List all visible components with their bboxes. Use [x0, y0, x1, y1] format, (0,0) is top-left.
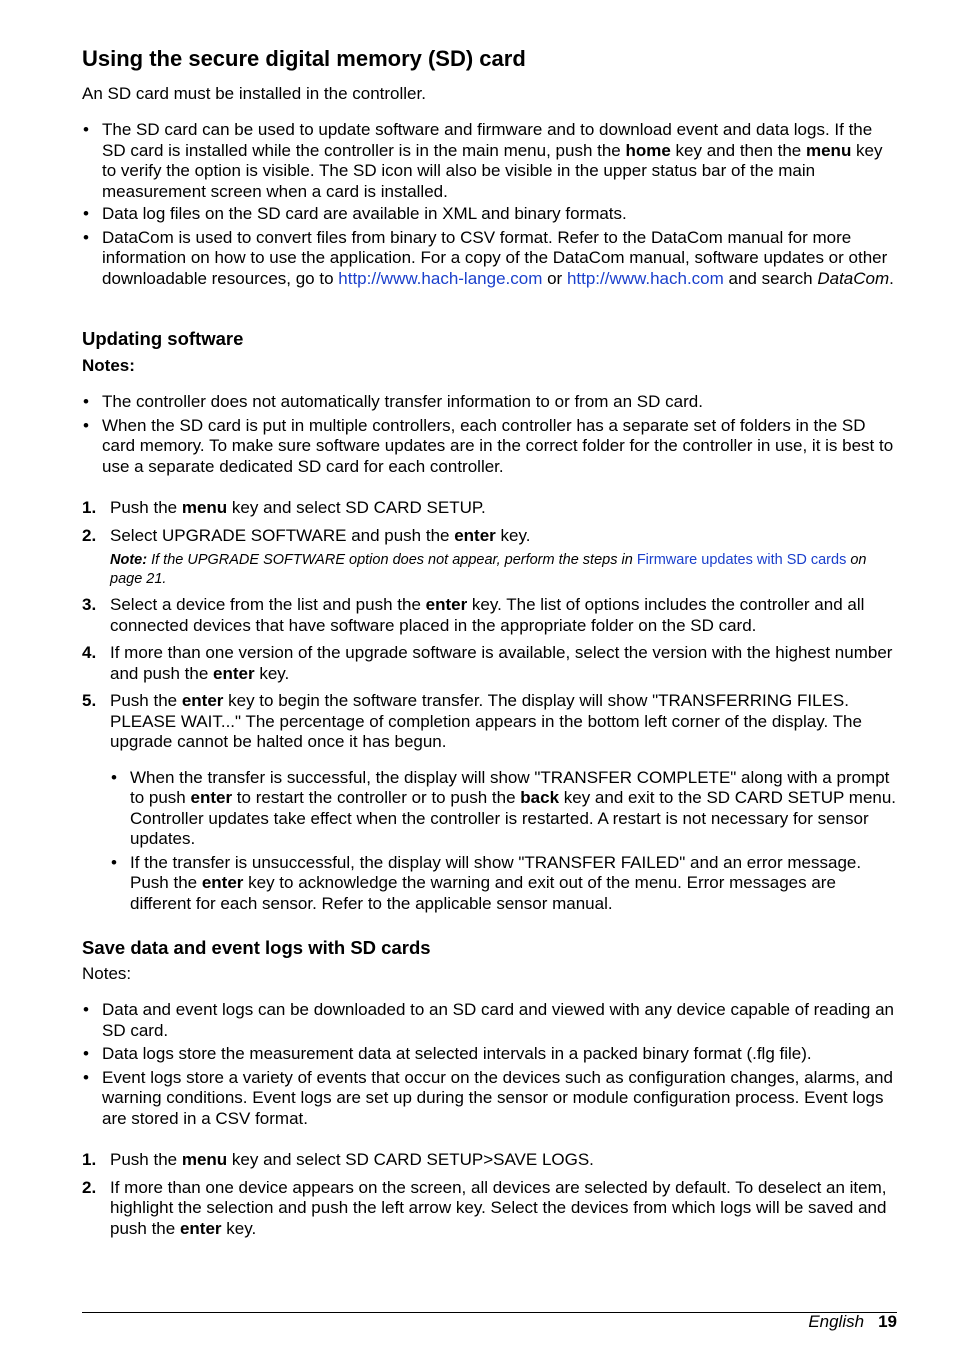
step-note: Note: If the UPGRADE SOFTWARE option does not appear, perform the steps in Firmware updates with SD cards on page 21. [110, 552, 867, 587]
updating-steps-list [82, 498, 897, 914]
page-footer [808, 1312, 897, 1332]
list-item: • Data log files on the SD card are available in XML and binary formats. [82, 204, 897, 225]
section-title: Using the secure digital memory (SD) card [82, 46, 526, 71]
updating-notes-list [82, 392, 897, 477]
updating-software-heading: Updating software [82, 328, 244, 349]
footer-language: English [808, 1312, 865, 1331]
list-item: • The SD card can be used to update software and firmware and to download event and data logs. If the SD card is installed while the controller is in the main menu, push the home key and then the menu key to verify the option is visible. The SD icon will also be visible in the upper status bar of the main measurement screen when a card is installed. [82, 120, 897, 202]
step-item: 1. Push the menu key and select SD CARD SETUP. [82, 498, 486, 517]
list-item: • Data logs store the measurement data at selected intervals in a packed binary format (.flg file). [82, 1044, 897, 1065]
list-item: • The controller does not automatically transfer information to or from an SD card. [82, 392, 897, 413]
list-item: • If the transfer is unsuccessful, the display will show "TRANSFER FAILED" and an error message. Push the enter key to acknowledge the warning and exit out of the menu. Error messages are different for each sensor. Refer to the applicable sensor manual. [110, 853, 897, 915]
step-item: 1. Push the menu key and select SD CARD SETUP>SAVE LOGS. [82, 1150, 594, 1169]
transfer-result-list [110, 768, 897, 915]
sd-card-bullet-list [82, 120, 897, 289]
save-logs-heading: Save data and event logs with SD cards [82, 937, 431, 958]
step-item: 5. Push the enter key to begin the software transfer. The display will show "TRANSFERRING FILES. PLEASE WAIT..." The percentage of completion appears in the bottom left corner of the display. The upgrade cannot be halted once it has begun. • When the transfer is successful, the display will show "TRANSFER COMPLETE" along with a prompt to push enter to restart the controller or to push the back key and exit to the SD CARD SETUP menu. Controller updates take effect when the controller is restarted. A restart is not necessary for sensor updates. • If the transfer is unsuccessful, the display will show "TRANSFER FAILED" and an error message. Push the enter key to acknowledge the warning and exit out of the menu. Error messages are different for each sensor. Refer to the applicable sensor manual. [82, 691, 897, 914]
list-item: • When the SD card is put in multiple controllers, each controller has a separate set of folders in the SD card memory. To make sure software updates are in the correct folder for the controller in use, it is best to use a separate dedicated SD card for each controller. [82, 416, 897, 478]
step-item: 2. Select UPGRADE SOFTWARE and push the enter key. Note: If the UPGRADE SOFTWARE option does not appear, perform the steps in Firmware updates with SD cards on page 21. [82, 526, 897, 590]
notes-label: Notes: [82, 356, 135, 375]
list-item: • When the transfer is successful, the display will show "TRANSFER COMPLETE" along with a prompt to push enter to restart the controller or to push the back key and exit to the SD CARD SETUP menu. Controller updates take effect when the controller is restarted. A restart is not necessary for sensor updates. [110, 768, 897, 850]
logs-steps-list [82, 1150, 897, 1239]
hach-lange-link[interactable]: http://www.hach-lange.com [338, 268, 543, 288]
list-item: • Event logs store a variety of events that occur on the devices such as configuration changes, alarms, and warning conditions. Event logs are set up during the sensor or module configuration process. Event logs are stored in a CSV format. [82, 1068, 897, 1130]
notes-label: Notes: [82, 964, 132, 983]
logs-notes-list [82, 1000, 897, 1129]
step-item: 4. If more than one version of the upgrade software is available, select the version with the highest number and push the enter key. [82, 643, 893, 683]
footer-divider [82, 1312, 897, 1313]
page-number: 19 [878, 1312, 897, 1331]
intro-text: An SD card must be installed in the controller. [82, 84, 426, 103]
firmware-updates-link[interactable]: Firmware updates with SD cards [636, 552, 847, 568]
step-item: 3. Select a device from the list and push the enter key. The list of options includes the controller and all connected devices that have software placed in the appropriate folder on the SD card. [82, 595, 865, 635]
hach-link[interactable]: http://www.hach.com [566, 268, 724, 288]
list-item: • DataCom is used to convert files from binary to CSV format. Refer to the DataCom manual for more information on how to use the application. For a copy of the DataCom manual, software updates or other downloadable resources, go to http://www.hach-lange.com or http://www.hach.com and search DataCom. [82, 228, 897, 290]
list-item: • Data and event logs can be downloaded to an SD card and viewed with any device capable of reading an SD card. [82, 1000, 897, 1041]
step-item: 2. If more than one device appears on the screen, all devices are selected by default. To deselect an item, highlight the selection and push the left arrow key. Select the devices from which logs will be saved and push the enter key. [82, 1177, 887, 1238]
